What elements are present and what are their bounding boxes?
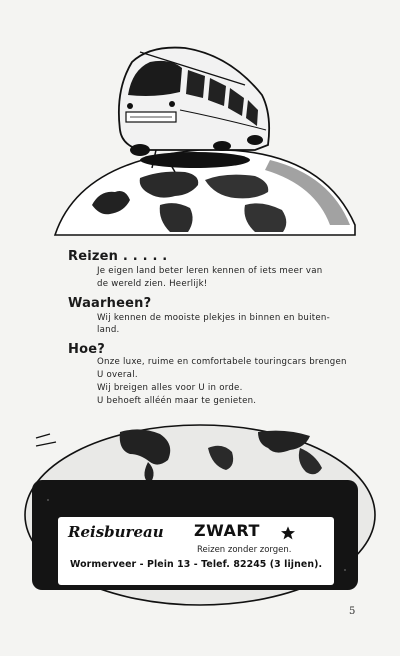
brand-name: ZWART <box>194 521 260 540</box>
section-line: de wereld zien. Heerlijk! <box>97 279 208 289</box>
tagline: Reizen zonder zorgen. <box>197 545 292 555</box>
section-heading-waarheen: Waarheen? <box>68 296 152 311</box>
section-line: Wij kennen de mooiste plekjes in binnen en buiten- <box>97 313 330 323</box>
section-heading-hoe: Hoe? <box>68 342 105 357</box>
section-line: U behoeft alléén maar te genieten. <box>97 396 257 406</box>
advert-box <box>58 517 334 585</box>
section-line: Wij breigen alles voor U in orde. <box>97 383 243 393</box>
section-heading-reizen: Reizen . . . . . <box>68 249 168 264</box>
section-line: land. <box>97 325 120 335</box>
page-number: 5 <box>349 606 356 617</box>
address-line: Wormerveer - Plein 13 - Telef. 82245 (3 lijnen). <box>70 559 323 570</box>
brand-script: Reisbureau <box>68 523 164 541</box>
section-line: Onze luxe, ruime en comfortabele touringcars brengen <box>97 357 347 367</box>
star-icon <box>280 525 296 541</box>
section-line: U overal. <box>97 370 138 380</box>
section-line: Je eigen land beter leren kennen of iets meer van <box>97 266 323 276</box>
